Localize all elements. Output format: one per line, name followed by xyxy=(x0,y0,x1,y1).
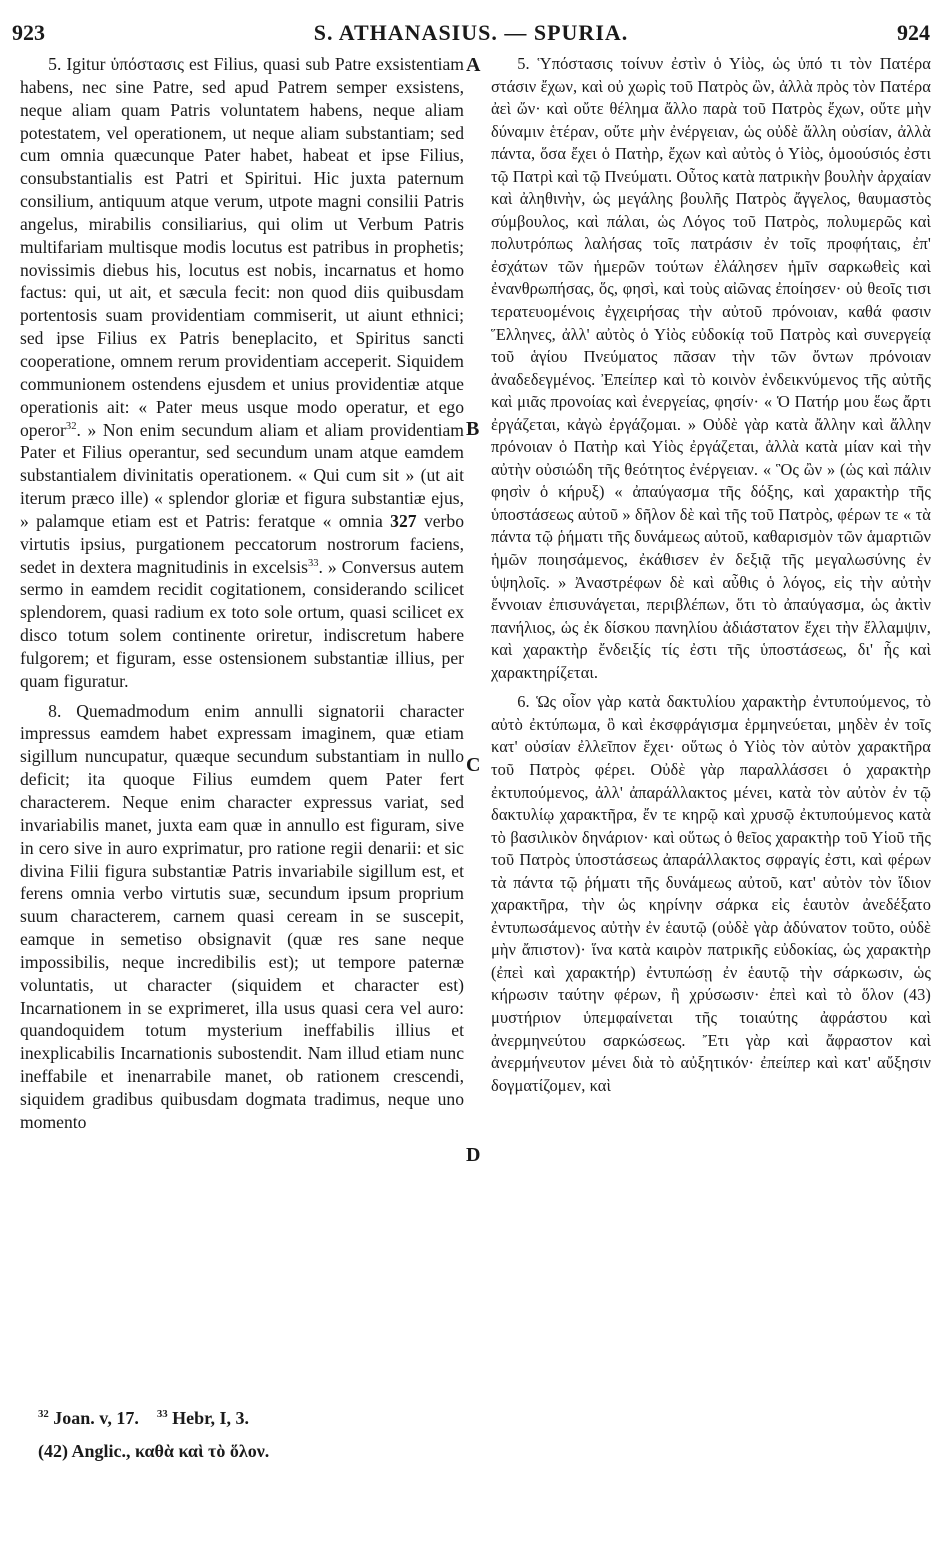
footnote-mark-32: 32 xyxy=(38,1408,49,1420)
latin-p5-text-b: . » Non enim secundum aliam et aliam providentiam Pater et Filius operantur, sed secundum unam atque eamdem substantialem divinitatis operationem. « Qui cum sit » (ut ait iterum præco ille) « splendor gloriæ et figura substantiæ ejus, » palamque etiam est et Patris: feratque « omnia xyxy=(20,419,464,531)
latin-column xyxy=(20,53,464,1134)
margin-letter-d: D xyxy=(466,1144,481,1166)
footnote-ref-33: 33 xyxy=(307,557,319,569)
latin-p5-text: 5. Igitur ὑπόστασις est Filius, quasi sub Patre exsistentiam habens, nec sine Patre, sed apud Patrem semper exsistens, neque aliam quam Patris voluntatem habens, neque aliam potestatem, vel operationem, ut neque aliam substantiam; sed cum omnia quæcunque Pater habet, habeat et ipse Filius, consubstantialis est Patri et Spiritui. Hic juxta paternum consilium, antiquum atque verum, utpote magni consilii Patris angelus, mirabilis consiliarius, qui olim ut Verbum Patris multifariam multisque modis locutus est patribus in prophetis; novissimis diebus his, locutus est nobis, incarnatus et homo factus: qui, ut ait, et sæcula fecit: non quod diis quibusdam portentosis suam providentiam commiserit, ut aiunt ethnici; sed ipse Filius ex Patris beneplacito, et Spiritus sancti cooperatione, omnem rerum providentiam acceperit. Siquidem communionem ostendens ejusdem et unius providentiæ atque operationis ait: « Pater meus usque modo operatur, et ego operor xyxy=(20,54,464,440)
page-number-left: 923 xyxy=(12,20,45,45)
page-number-right: 924 xyxy=(897,20,930,45)
footnote-variant-42: (42) Anglic., καθὰ καὶ τὸ ὅλον. xyxy=(38,1441,270,1461)
running-header xyxy=(12,20,930,48)
footnote-mark-33: 33 xyxy=(156,1408,168,1420)
footnote-text-33: Hebr, I, 3. xyxy=(172,1408,249,1428)
footnote-text-32: Joan. v, 17. xyxy=(53,1408,139,1428)
latin-paragraph-5 xyxy=(20,53,464,693)
margin-letter-c: C xyxy=(466,754,481,776)
latin-paragraph-8: 8. Quemadmodum enim annulli signatorii character impressus eamdem habet expressam imaginem, quæ etiam sigillum nuncupatur, quæque secundum substantiam in nullo deficit; ita quoque Filius eumdem quem Pater fert characterem. Neque enim character expressus variat, sed invariabilis manet, juxta eam quæ in annullo est figuram, sive in cero sive in auro exprimatur, pro ratione regii denarii: et sic divina Filii figura substantiæ Patris invariabile sigillum est, et ferens omnia verbo virtutis suæ, secundum ipsum proprium suum characterem, carnem quasi ceream in se suscepit, eamque in semetiso obsignavit (quæ res sane neque impossibilis, neque incredibilis est); ut tempore paternæ voluntatis, ut character (siquidem et character est) Incarnationem in se exprimeret, illa usus quasi cera vel auro: quandoquidem totum mysterium ineffabilis illius et inexplicabilis Incarnationis subostendit. Nam illud etiam nunc ineffabile et inenarrabile manet, ob rationem crescendi, siquidem gradibus quibusdam dogmata tradimus, neque uno momento xyxy=(20,700,464,1132)
greek-paragraph-5: 5. Ὑπόστασις τοίνυν ἐστὶν ὁ Υἱὸς, ὡς ὑπό τι τὸν Πατέρα στάσιν ἔχων, καὶ οὐ χωρὶς τοῦ Πατρὸς ὢν, ἀλλὰ πρὸς τὸν Πατέρα ἀεὶ ὤν· καὶ οὔτε θέλημα ἄλλο παρὰ τοῦ Πατρὸς ἔχων, οὔτε μὴν δύναμιν ἑτέραν, οὔτε μὴν ἐνέργειαν, ὡς οὐδὲ ἄλλη οὐσίαν, ἀλλὰ πάντα, ὅσα ἔχει ὁ Πατὴρ, ἔχων καὶ αὐτὸς ὁ Υἱὸς, ὁμοούσιός ἐστι τῷ Πατρὶ καὶ τῷ Πνεύματι. Οὗτος κατὰ πατρικὴν βουλὴν ἀρχαίαν καὶ ἀληθινὴν, ὡς μεγάλης βουλῆς Πατρὸς ἄγγελος, θαυμαστὸς σύμβουλος, καὶ πάλαι, ὡς Λόγος τοῦ Πατρὸς, πολυμερῶς καὶ πολυτρόπως λαλήσας τοῖς πατράσιν ἐν τοῖς προφήταις, ἐπ' ἐσχάτων τῶν ἡμερῶν τούτων ἐλάλησεν ἡμῖν σαρκωθεὶς καὶ ἐνανθρωπήσας, ὅς, φησὶ, καὶ τοὺς αἰῶνας ἐποίησεν· οὐ θεοῖς τισι τερατευομένοις ἐγχειρήσας τὴν αὐτοῦ πρόνοιαν, καθά φασιν Ἕλληνες, ἀλλ' αὐτὸς ὁ Υἱὸς εὐδοκίᾳ τοῦ Πατρὸς καὶ συνεργείᾳ τοῦ ἁγίου Πνεύματος πᾶσαν τὴν τῶν ὄντων πρόνοιαν ἀναδεδεγμένος. Ἐπείπερ καὶ τὸ κοινὸν ἐνδεικνύμενος τῆς αὐτῆς καὶ μιᾶς προνοίας καὶ ἐνεργείας, φησίν· « Ὁ Πατήρ μου ἕως ἄρτι ἐργάζεται, κἀγὼ ἐργάζομαι. » Οὐδὲ γὰρ κατὰ ἄλλην καὶ ἄλλην πρόνοιαν ὁ Πατὴρ καὶ Υἱὸς ἐργάζεται, ἀλλὰ κατὰ μίαν καὶ τὴν αὐτὴν οὐσιώδη τῆς θεότητος ἐνέργειαν. « Ὃς ὢν » (ὡς καὶ πάλιν φησὶν ὁ κήρυξ) « ἀπαύγασμα τῆς δόξης, καὶ χαρακτὴρ τῆς ὑποστάσεως αὐτοῦ » δῆλον δὲ καὶ τῆς τοῦ Πατρὸς, φέρων τε « τὰ πάντα τῷ ῥήματι τῆς δυνάμεως αὐτοῦ, καθαρισμὸν τῶν ἁμαρτιῶν ἡμῶν ποιησάμενος, ἐκάθισεν ἐν δεξιᾷ τῆς μεγαλωσύνης ἐν ὑψηλοῖς. » Ἀναστρέφων δὲ καὶ αὖθις ὁ λόγος, εἰς τὴν αὐτὴν ἔννοιαν ἐπισυνάγεται, περιβλέπων, ὅτι τὸ ἀπαύγασμα, ὡς ἀκτὶν πανήλιος, ὡς ἐκ δίσκου πανηλίου ἀδιάστατον ἔχει τὴν ἔλλαμψιν, καὶ χαρακτὴρ ἔνδειξίς τίς ἐστι τῆς ὑποστάσεως, δι' ἧς καὶ χαρακτηρίζεται. xyxy=(491,54,931,682)
footnote-ref-32: 32 xyxy=(65,420,77,432)
latin-p5-text-c: verbo virtutis ipsius, purgationem peccatorum nostrorum faciens, sedet in dextera magnitudinis in excelsis xyxy=(20,510,464,577)
footnotes-scripture xyxy=(38,1408,249,1429)
greek-paragraph-6: 6. Ὡς οἷον γὰρ κατὰ δακτυλίου χαρακτὴρ ἐντυπούμενος, τὸ αὐτὸ ἐκτύπωμα, ὃ καὶ ἐκσφράγισμα ἑρμηνεύεται, μηδὲν ἐν τοῖς κατ' οὐσίαν ἐλλεῖπον ἔχει· οὕτως ὁ Υἱὸς τὸν αὐτὸν χαρακτῆρα τοῦ Πατρὸς φέρει. Οὐδὲ γὰρ παραλλάσσει ὁ χαρακτὴρ ἐκτυπούμενος, ἀλλ' ἀπαράλλακτος μένει, κατὰ τὸν αὐτὸν ἐν τῷ δακτυλίῳ χαρακτῆρα, ἔν τε κηρῷ καὶ χρυσῷ ἐκτυπούμενος κατὰ τὸ βασιλικὸν δηνάριον· καὶ οὕτως ὁ θεῖος χαρακτὴρ τοῦ Υἱοῦ τῆς τοῦ Πατρὸς ὑποστάσεως ἀπαράλλακτος σφραγίς ἐστι, καὶ φέρων τὰ πάντα τῷ ῥήματι τῆς δυνάμεως αὐτοῦ, κατ' αὐτὸν τὸν ἴδιον χαρακτῆρα, τὴν ὡς κηρίνην σάρκα εἰς ἑαυτὸν ἀνεδέξατο ἐντυπωσάμενος αὐτὴν ἐν ἑαυτῷ (οὐδὲ γὰρ ἀδύνατον τοῦτο, οὐδὲ μὴν ἄπιστον)· ἵνα κατὰ καιρὸν πατρικῆς εὐδοκίας, ὡς χαρακτὴρ (ἐπεὶ καὶ χαρακτήρ) ἐντυπώσῃ ἐν ἑαυτῷ τὴν σάρκωσιν, ὡς κήρωσιν ταύτην φέρων, ἢ χρύσωσιν· ἐπεὶ καὶ τὸ ὅλον (43) μυστήριον ὑπεμφαίνεται τῆς τοιαύτης ἀφράστου καὶ ἀνερμηνεύτου σαρκώσεως. Ἔτι γὰρ καὶ ἄφραστον καὶ ἀνερμήνευτον μένει διὰ τὸ αὐξητικόν· ἐπείπερ καὶ κατ' αὔξησιν δογματίζομεν, καὶ xyxy=(491,692,931,1095)
margin-letter-b: B xyxy=(466,418,480,440)
latin-p5-text-d: . » Conversus autem sermo in eamdem recidit cogitationem, considerando scilicet splendorem, quasi radium ex toto sole ortum, quasi scilicet ex disco totum solem continente oriretur, indiscretum habere fulgorem; et figuram, esse ostensionem substantiæ illius, per quam figuratur. xyxy=(20,556,464,691)
margin-letter-a: A xyxy=(466,54,481,76)
column-number: 327 xyxy=(390,510,417,531)
running-title: S. ATHANASIUS. — SPURIA. xyxy=(313,20,629,45)
greek-column xyxy=(491,53,931,1097)
